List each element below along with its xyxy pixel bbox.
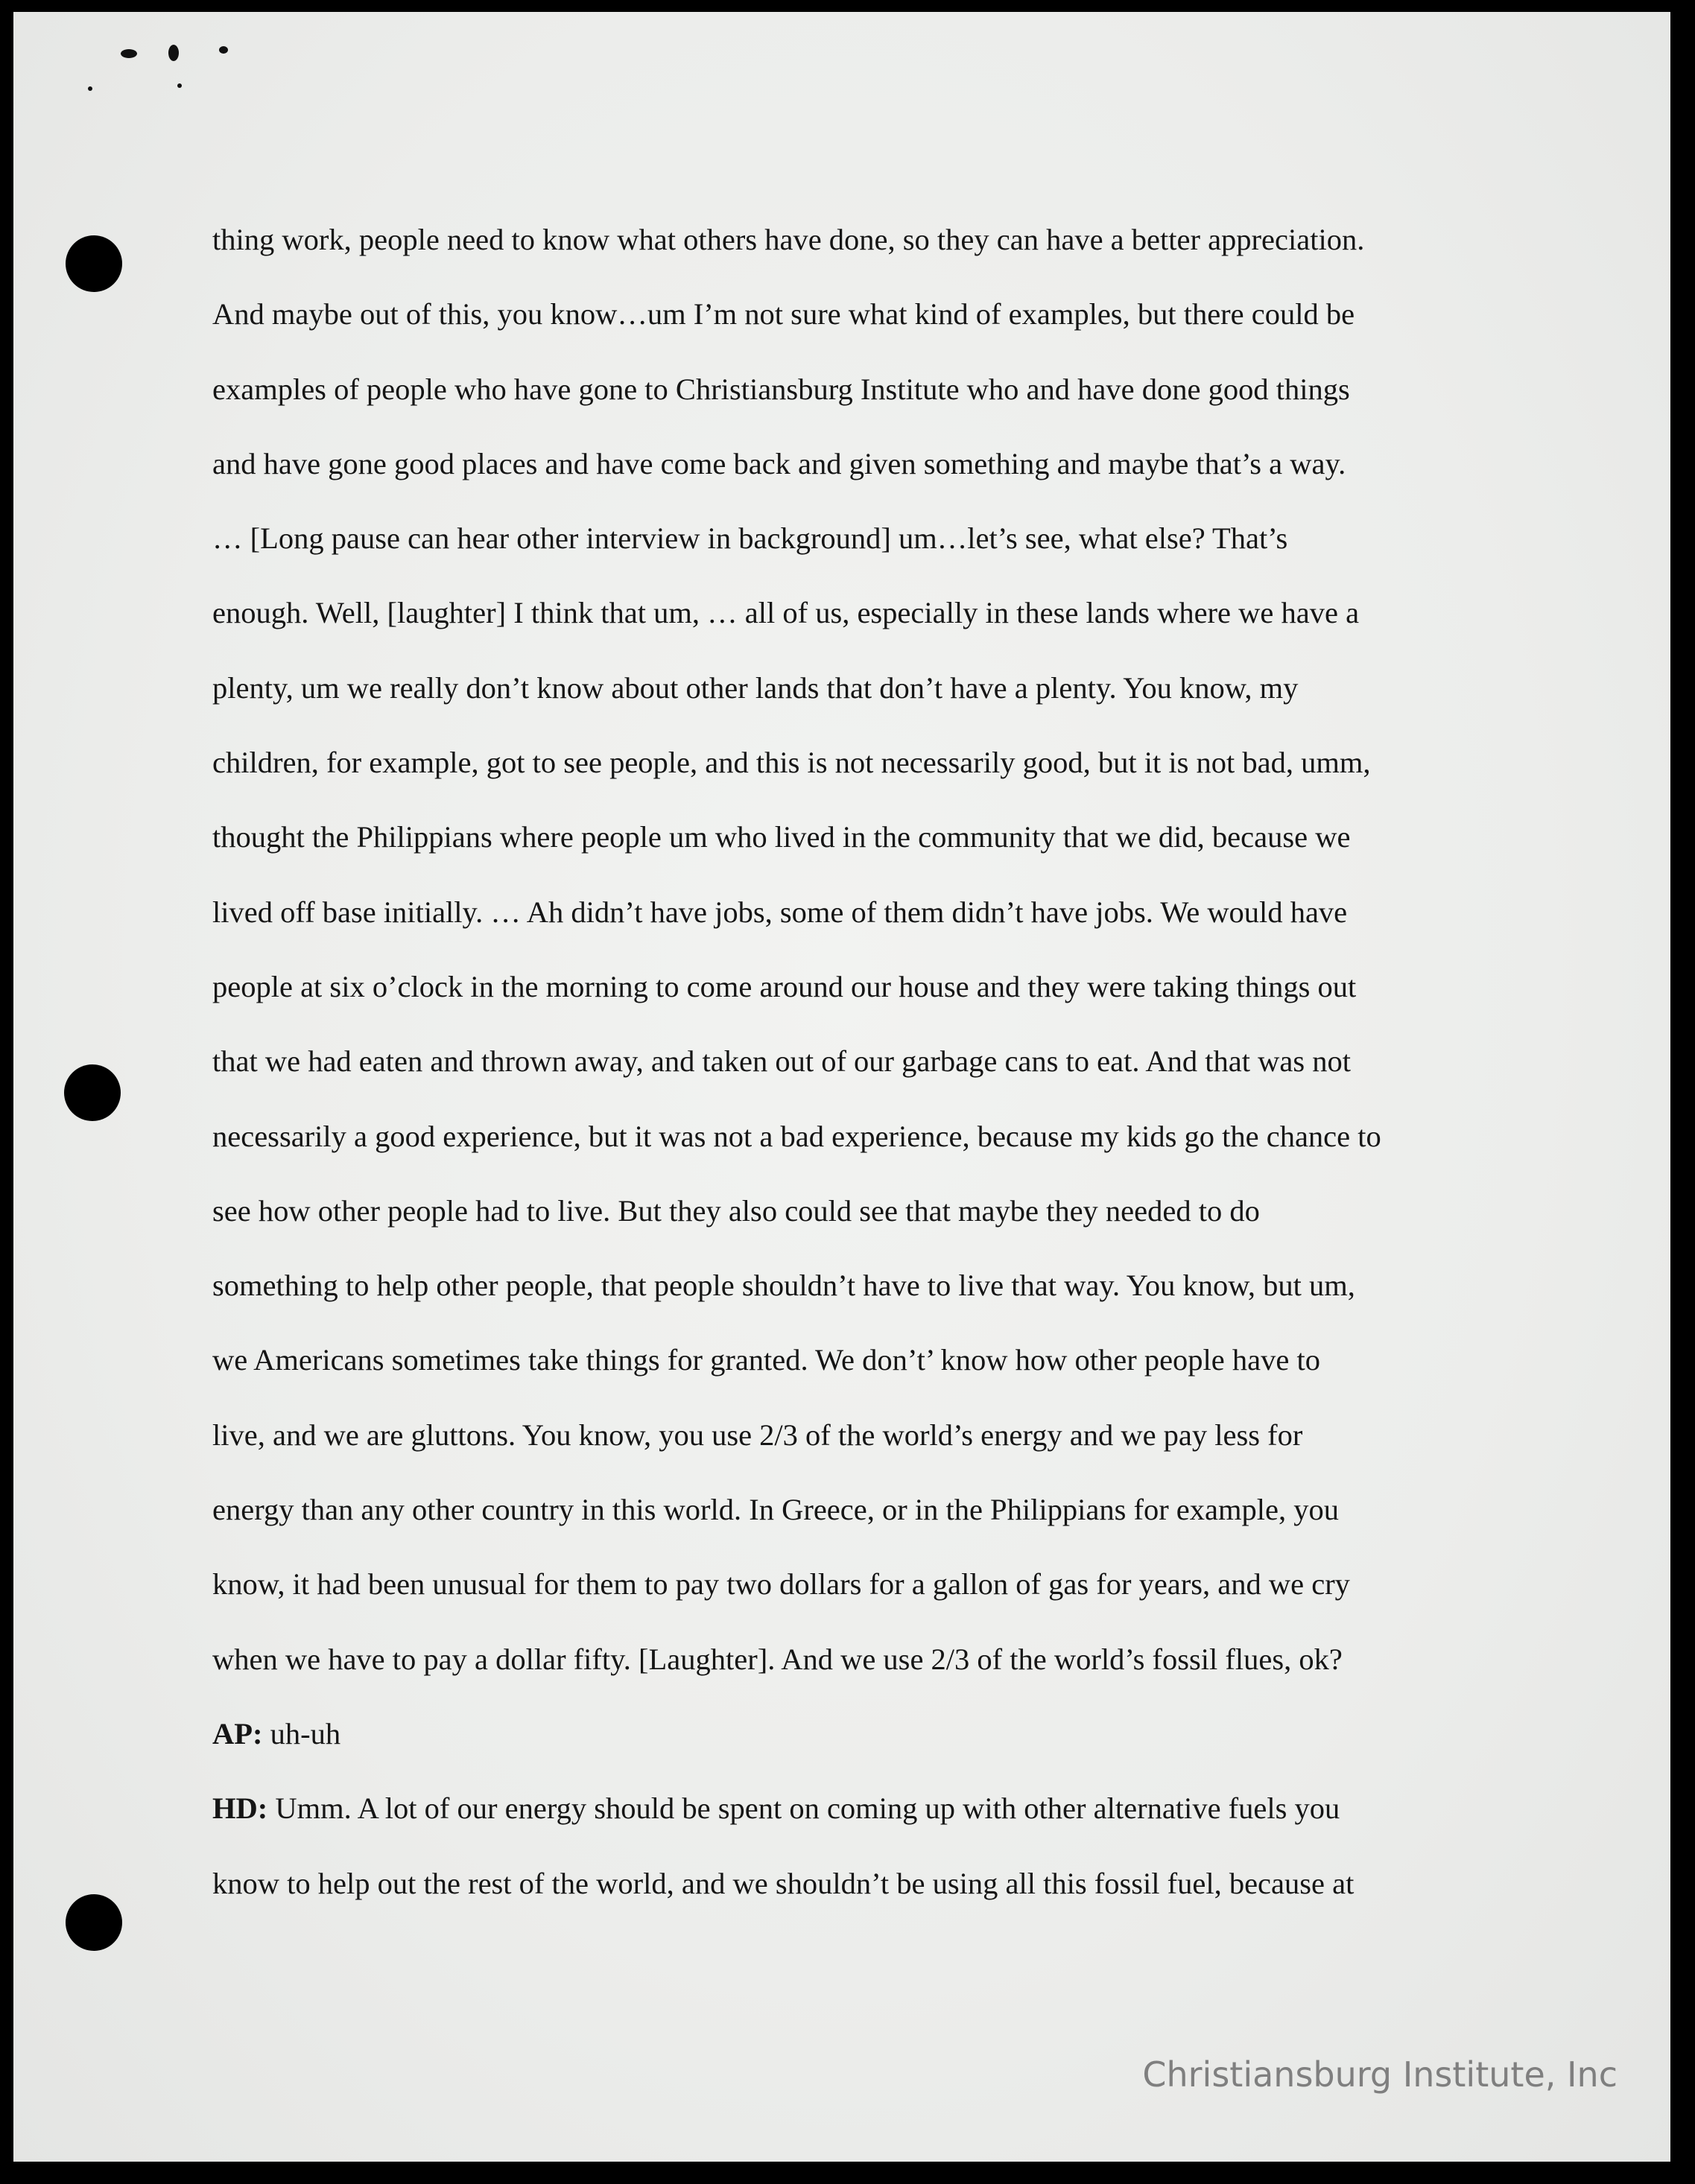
punch-hole-bottom [66,1894,122,1951]
transcript-line: necessarily a good experience, but it was not a bad experience, because my kids go the chance to [212,1119,1381,1153]
paper-speck [88,86,92,91]
paper-speck [177,83,182,88]
punch-hole-middle [64,1064,121,1121]
punch-hole-top [66,235,122,292]
transcript-line: people at six o’clock in the morning to come around our house and they were taking things out [212,969,1357,1003]
transcript-line: something to help other people, that people shouldn’t have to live that way. You know, but um, [212,1269,1355,1303]
paper-speck [168,45,179,61]
watermark: Christiansburg Institute, Inc [1142,2054,1618,2095]
transcript-line: thing work, people need to know what others have done, so they can have a better appreciation. [212,223,1365,256]
transcript-line: see how other people had to live. But they also could see that maybe they needed to do [212,1193,1260,1228]
transcript-line: lived off base initially. … Ah didn’t have jobs, some of them didn’t have jobs. We would have [212,895,1348,929]
paper-speck [121,49,137,58]
transcript-body [212,203,1479,1921]
transcript-line: examples of people who have gone to Christiansburg Institute who and have done good things [212,372,1350,406]
ap-turn [212,1697,1479,1771]
hd-turn [212,1771,1479,1846]
transcript-line: enough. Well, [laughter] I think that um, … all of us, especially in these lands where we have a [212,596,1360,630]
transcript-line: when we have to pay a dollar fifty. [Laughter]. And we use 2/3 of the world’s fossil flues, ok? [212,1642,1343,1676]
transcript-line: … [Long pause can hear other interview in background] um…let’s see, what else? That’s [212,521,1288,556]
speaker-label-hd: HD: [212,1791,268,1826]
transcript-line: know to help out the rest of the world, and we shouldn’t be using all this fossil fuel, because at [212,1866,1355,1900]
transcript-line: know, it had been unusual for them to pay two dollars for a gallon of gas for years, and we cry [212,1567,1350,1602]
hd-turn-text: Umm. A lot of our energy should be spent on coming up with other alternative fuels you [267,1791,1340,1826]
transcript-line: and have gone good places and have come back and given something and maybe that’s a way. [212,446,1346,480]
speaker-label-ap: AP: [212,1716,263,1750]
transcript-line: plenty, um we really don’t know about other lands that don’t have a plenty. You know, my [212,670,1299,705]
transcript-line: And maybe out of this, you know…um I’m not sure what kind of examples, but there could be [212,297,1355,331]
transcript-line: live, and we are gluttons. You know, you use 2/3 of the world’s energy and we pay less for [212,1418,1303,1452]
transcript-line: we Americans sometimes take things for granted. We don’t’ know how other people have to [212,1343,1320,1377]
transcript-line: that we had eaten and thrown away, and taken out of our garbage cans to eat. And that was not [212,1044,1351,1079]
transcript-line: energy than any other country in this world. In Greece, or in the Philippians for example, you [212,1493,1339,1527]
ap-turn-text: uh-uh [262,1716,341,1750]
transcript-line: children, for example, got to see people, and this is not necessarily good, but it is not bad, umm, [212,746,1371,780]
transcript-line: thought the Philippians where people um who lived in the community that we did, because we [212,820,1351,854]
paper-speck [219,46,228,54]
